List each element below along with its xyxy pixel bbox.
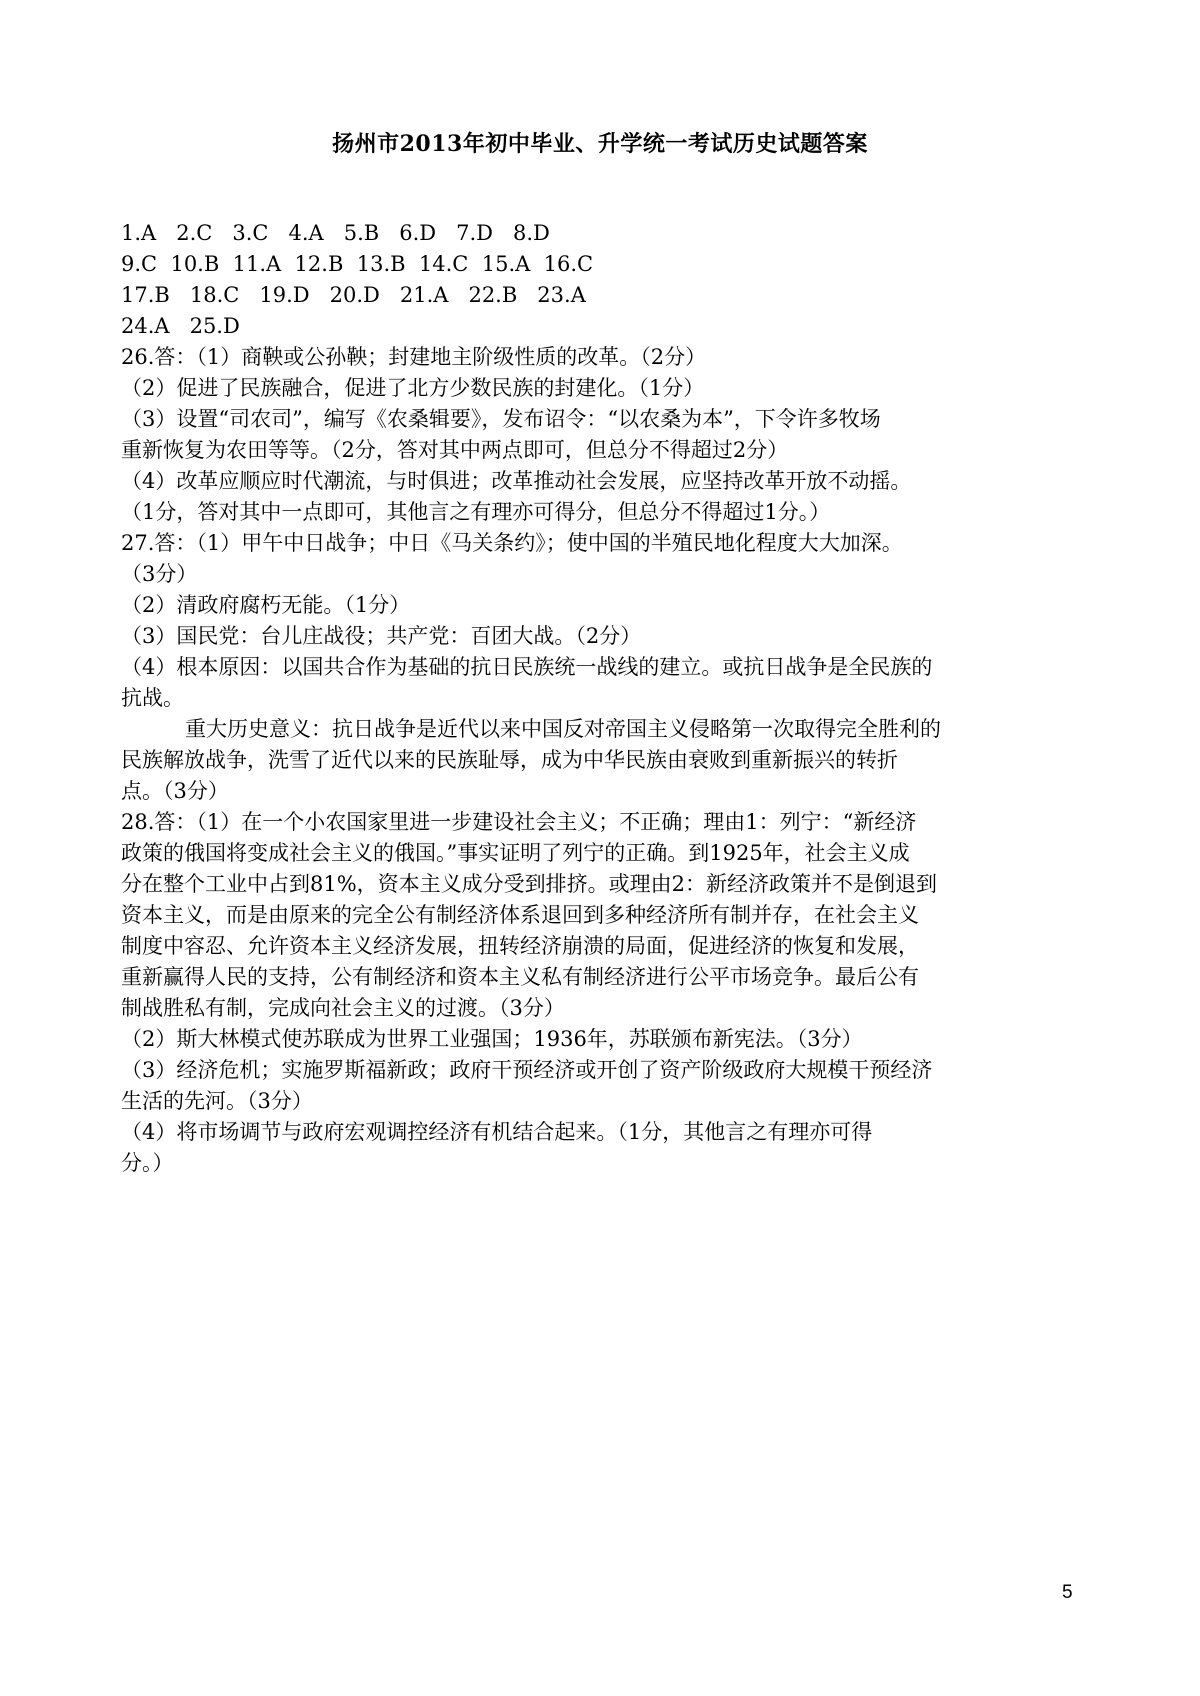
answer-line: （3分） [121,562,198,586]
answer-line: 17.B 18.C 19.D 20.D 21.A 22.B 23.A [121,283,586,307]
answer-line: 生活的先河。（3分） [121,1089,313,1113]
answer-line: （3）设置“司农司”，编写《农桑辑要》，发布诏令：“以农桑为本”，下令许多牧场 [121,407,881,431]
answer-line: 点。（3分） [121,779,229,803]
answer-line: （4）改革应顺应时代潮流，与时俱进；改革推动社会发展，应坚持改革开放不动摇。 [121,469,912,493]
page-number: 5 [1062,1582,1073,1603]
answer-line: （2）促进了民族融合，促进了北方少数民族的封建化。（1分） [121,376,705,400]
answer-line: 分在整个工业中占到81%，资本主义成分受到排挤。或理由2：新经济政策并不是倒退到 [121,872,938,896]
answer-line: （1分，答对其中一点即可，其他言之有理亦可得分，但总分不得超过1分。） [121,500,831,524]
answer-line: （2）斯大林模式使苏联成为世界工业强国；1936年，苏联颁布新宪法。（3分） [121,1027,863,1051]
answer-line: 24.A 25.D [121,314,240,338]
answer-line: （2）清政府腐朽无能。（1分） [121,593,411,617]
page-title: 扬州市2013年初中毕业、升学统一考试历史试题答案 [332,131,868,157]
answer-line: 重新恢复为农田等等。（2分，答对其中两点即可，但总分不得超过2分） [121,438,789,462]
answer-line: （3）经济危机；实施罗斯福新政；政府干预经济或开创了资产阶级政府大规模干预经济 [121,1058,933,1082]
answer-line: 26.答：（1）商鞅或公孙鞅；封建地主阶级性质的改革。（2分） [121,345,707,369]
answer-line: 制度中容忍、允许资本主义经济发展，扭转经济崩溃的局面，促进经济的恢复和发展， [121,934,919,958]
answer-line: 资本主义，而是由原来的完全公有制经济体系退回到多种经济所有制并存，在社会主义 [121,903,919,927]
answer-line: （3）国民党：台儿庄战役；共产党：百团大战。（2分） [121,624,642,648]
answer-line: 制战胜私有制，完成向社会主义的过渡。（3分） [121,996,565,1020]
answer-body [121,218,1086,1179]
answer-line: 政策的俄国将变成社会主义的俄国。”事实证明了列宁的正确。到1925年，社会主义成 [121,841,910,865]
answer-line: 抗战。 [121,686,184,710]
answer-line: 重大历史意义：抗日战争是近代以来中国反对帝国主义侵略第一次取得完全胜利的 [185,717,941,741]
answer-line: 1.A 2.C 3.C 4.A 5.B 6.D 7.D 8.D [121,221,550,245]
answer-line: 28.答：（1）在一个小农国家里进一步建设社会主义；不正确；理由1：列宁：“新经济 [121,810,917,834]
answer-line: （4）将市场调节与政府宏观调控经济有机结合起来。（1分，其他言之有理亦可得 [121,1120,873,1144]
answer-line: （4）根本原因：以国共合作为基础的抗日民族统一战线的建立。或抗日战争是全民族的 [121,655,933,679]
answer-line: 9.C 10.B 11.A 12.B 13.B 14.C 15.A 16.C [121,252,594,276]
answer-line: 重新赢得人民的支持，公有制经济和资本主义私有制经济进行公平市场竞争。最后公有 [121,965,919,989]
answer-line: 27.答：（1）甲午中日战争；中日《马关条约》；使中国的半殖民地化程度大大加深。 [121,531,903,555]
answer-line: 分。） [121,1151,174,1175]
answer-line: 民族解放战争，洗雪了近代以来的民族耻辱，成为中华民族由衰败到重新振兴的转折 [121,748,898,772]
